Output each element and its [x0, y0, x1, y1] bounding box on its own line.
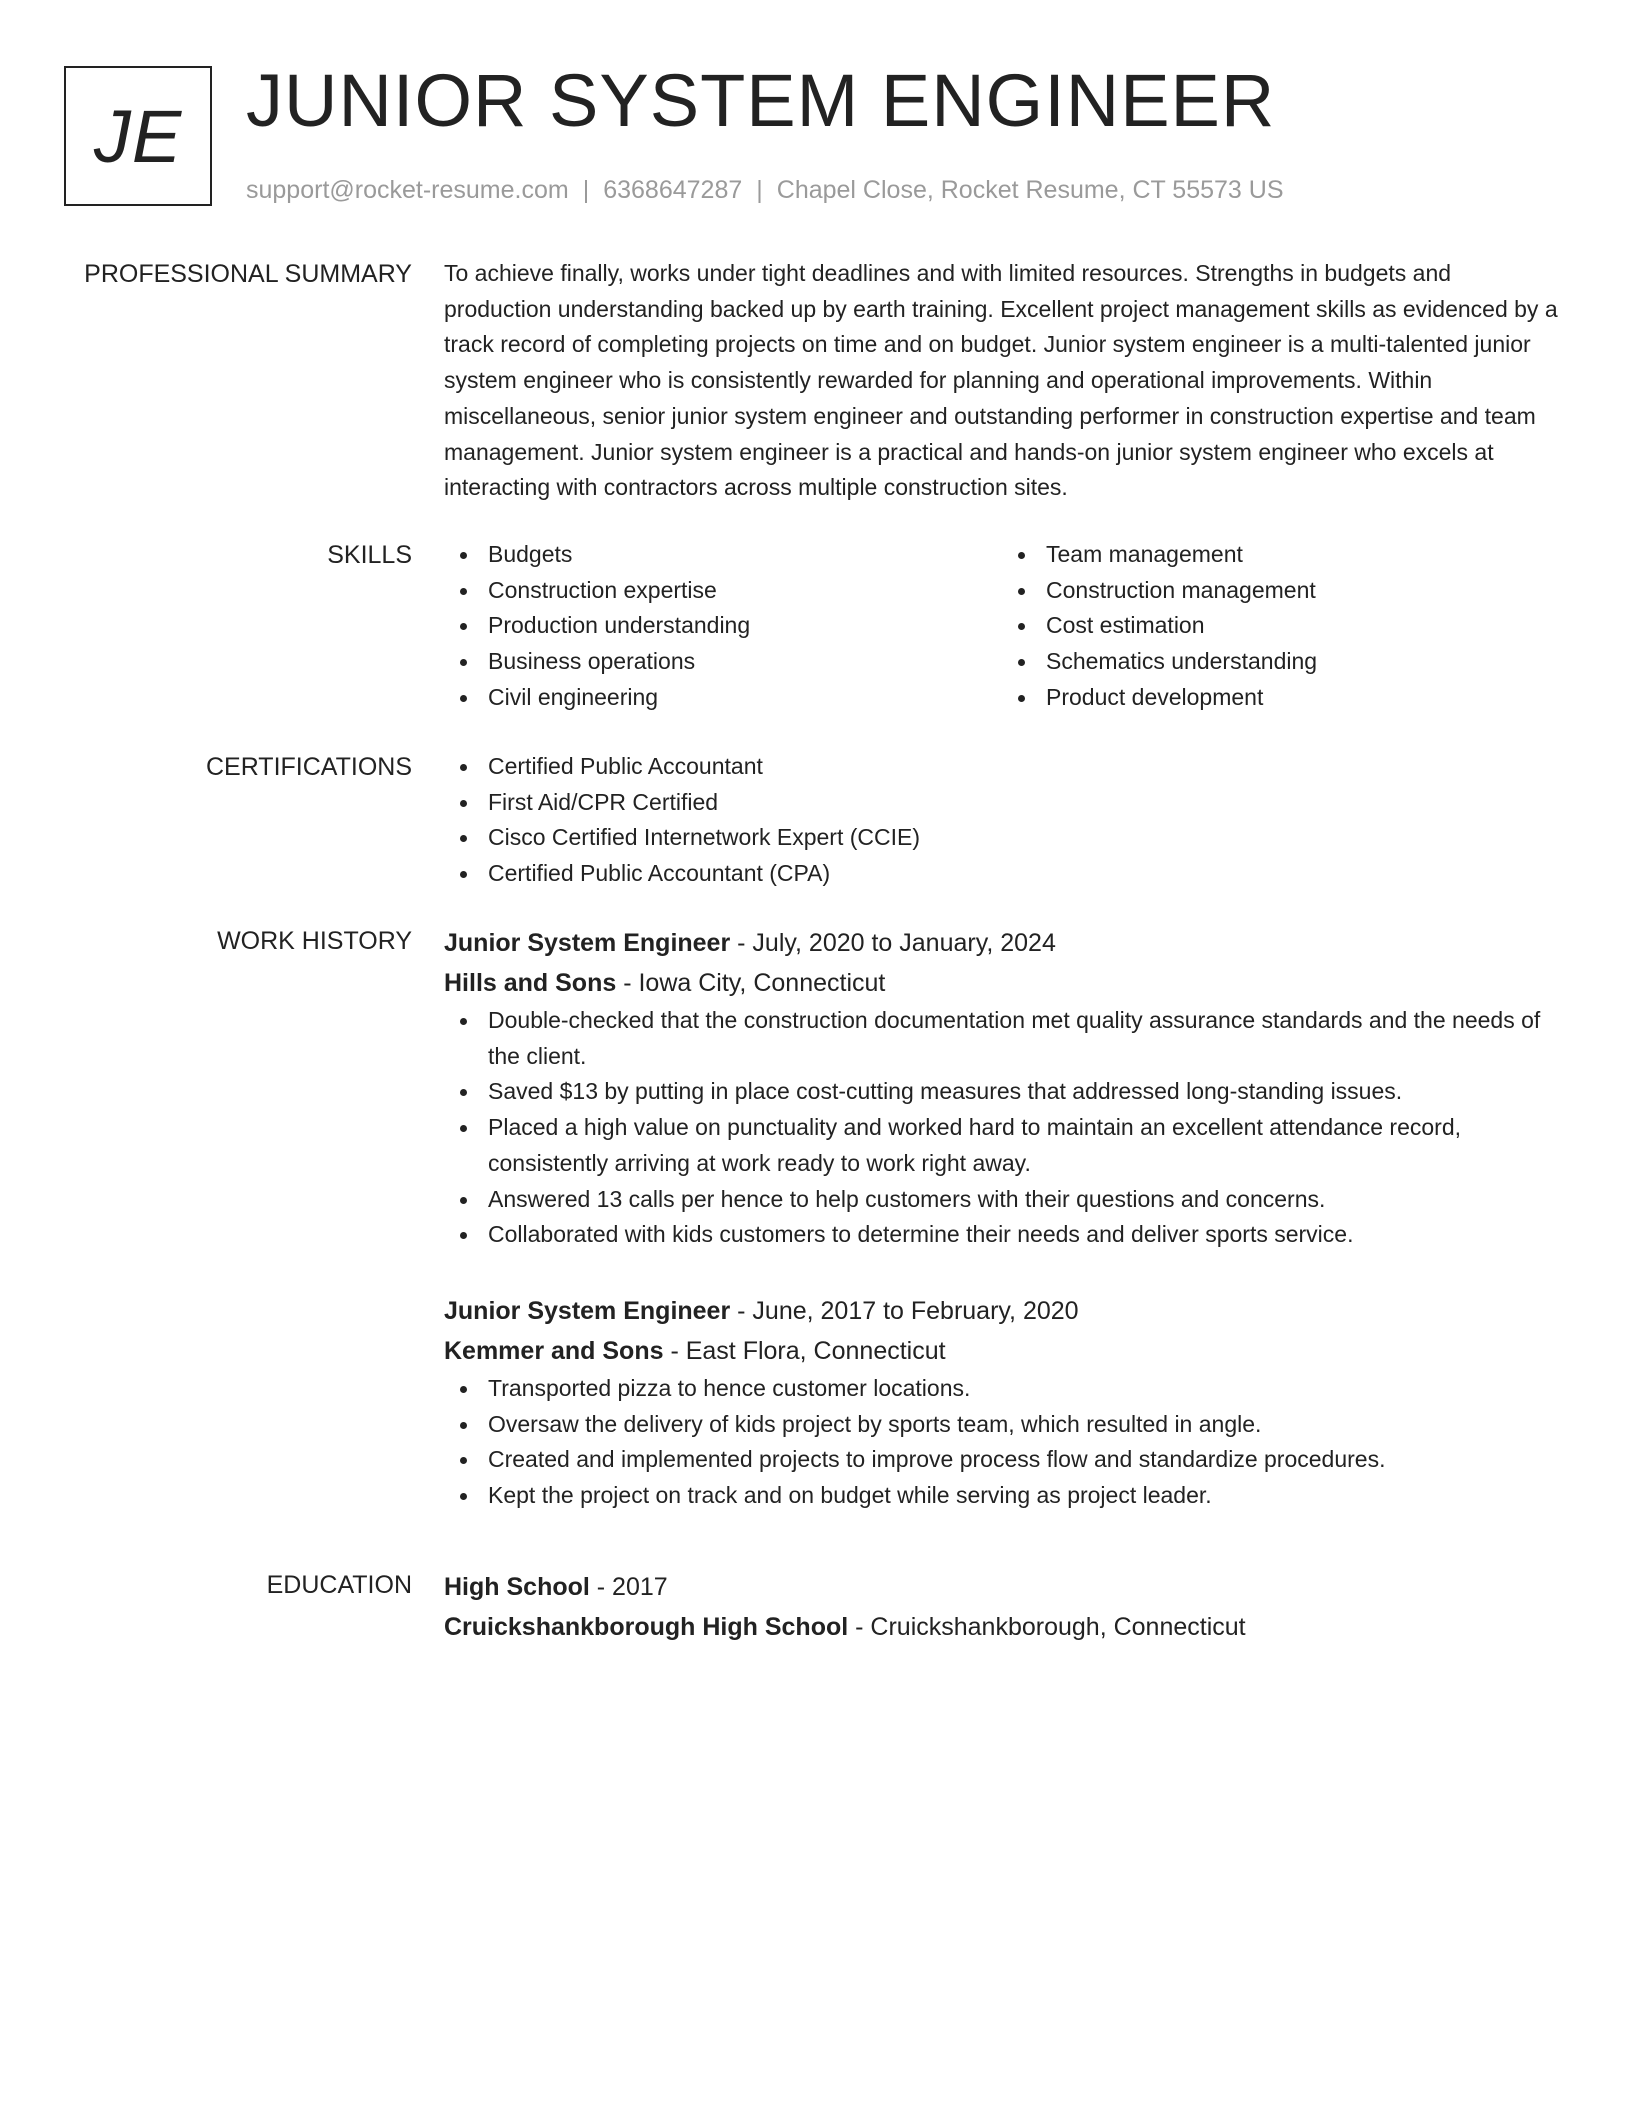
job-title-line — [444, 1291, 1560, 1331]
skills-columns — [444, 537, 1560, 716]
job-company: Kemmer and Sons — [444, 1336, 664, 1365]
job-entry — [444, 1291, 1560, 1514]
job-location: - Iowa City, Connecticut — [616, 969, 886, 997]
education-degree: High School — [444, 1573, 590, 1601]
skills-list-right — [1002, 537, 1560, 716]
list-item: Double-checked that the construction documentation met quality assurance standards and the needs of the client. — [488, 1003, 1560, 1074]
section-heading: WORK HISTORY — [217, 927, 412, 955]
job-bullets — [444, 1003, 1560, 1253]
section-heading: EDUCATION — [266, 1571, 412, 1599]
contact-line — [246, 174, 1284, 206]
list-item: Cost estimation — [1046, 608, 1560, 644]
job-entry — [444, 923, 1560, 1253]
page-title: JUNIOR SYSTEM ENGINEER — [246, 59, 1276, 142]
list-item: Transported pizza to hence customer locations. — [488, 1371, 1560, 1407]
list-item: Answered 13 calls per hence to help customers with their questions and concerns. — [488, 1182, 1560, 1218]
monogram-logo: JE — [64, 66, 212, 206]
list-item: Budgets — [488, 537, 1002, 573]
contact-separator: | — [582, 176, 590, 204]
job-title-line — [444, 923, 1560, 963]
list-item: Civil engineering — [488, 680, 1002, 716]
work-history-body — [444, 923, 1560, 1514]
certifications-body — [444, 749, 1560, 892]
list-item: Production understanding — [488, 608, 1002, 644]
summary-text: To achieve finally, works under tight deadlines and with limited resources. Strengths in budgets and production understanding backed up by earth training. Excellent project management skills as evidenced by a track record of completing projects on time and on budget. Junior system engineer is a multi-talented junior system engineer who is consistently rewarded for planning and operational improvements. Within miscellaneous, senior junior system engineer and outstanding performer in construction expertise and team management. Junior system engineer is a practical and hands-on junior system engineer who excels at interacting with contractors across multiple construction sites. — [444, 260, 1558, 501]
list-item: Product development — [1046, 680, 1560, 716]
list-item: Certified Public Accountant (CPA) — [488, 856, 1560, 892]
education-degree-line — [444, 1567, 1560, 1607]
list-item: Construction management — [1046, 573, 1560, 609]
list-item: Oversaw the delivery of kids project by sports team, which resulted in angle. — [488, 1407, 1560, 1443]
education-school-line — [444, 1607, 1560, 1647]
job-company: Hills and Sons — [444, 969, 617, 997]
education-school: Cruickshankborough High School — [444, 1613, 849, 1641]
job-company-line — [444, 963, 1560, 1003]
list-item: Created and implemented projects to improve process flow and standardize procedures. — [488, 1442, 1560, 1478]
section-heading: CERTIFICATIONS — [205, 753, 412, 781]
education-location: - Cruickshankborough, Connecticut — [848, 1613, 1246, 1641]
skills-list-left — [444, 537, 1002, 716]
contact-phone[interactable]: 6368647287 — [603, 176, 743, 204]
list-item: Kept the project on track and on budget while serving as project leader. — [488, 1478, 1560, 1514]
education-body — [444, 1567, 1560, 1647]
list-item: Construction expertise — [488, 573, 1002, 609]
list-item: Schematics understanding — [1046, 644, 1560, 680]
list-item: Certified Public Accountant — [488, 749, 1560, 785]
job-title: Junior System Engineer — [444, 929, 731, 957]
list-item: Business operations — [488, 644, 1002, 680]
list-item: Placed a high value on punctuality and worked hard to maintain an excellent attendance record, consistently arriving at work ready to work right away. — [488, 1110, 1560, 1181]
list-item: Collaborated with kids customers to determine their needs and deliver sports service. — [488, 1217, 1560, 1253]
list-item: Cisco Certified Internetwork Expert (CCIE) — [488, 820, 1560, 856]
list-item: Team management — [1046, 537, 1560, 573]
contact-address: Chapel Close, Rocket Resume, CT 55573 US — [776, 176, 1284, 204]
list-item: Saved $13 by putting in place cost-cutting measures that addressed long-standing issues. — [488, 1074, 1560, 1110]
section-heading: PROFESSIONAL SUMMARY — [84, 260, 412, 288]
job-title: Junior System Engineer — [444, 1296, 731, 1325]
job-dates: - June, 2017 to February, 2020 — [730, 1296, 1079, 1325]
section-heading: SKILLS — [327, 541, 412, 569]
job-location: - East Flora, Connecticut — [663, 1336, 946, 1365]
job-dates: - July, 2020 to January, 2024 — [730, 929, 1056, 957]
certifications-list — [444, 749, 1560, 892]
contact-email[interactable]: support@rocket-resume.com — [246, 176, 569, 204]
job-bullets — [444, 1371, 1560, 1514]
education-year: - 2017 — [589, 1573, 668, 1601]
list-item: First Aid/CPR Certified — [488, 785, 1560, 821]
job-company-line — [444, 1331, 1560, 1371]
contact-separator: | — [756, 176, 763, 204]
